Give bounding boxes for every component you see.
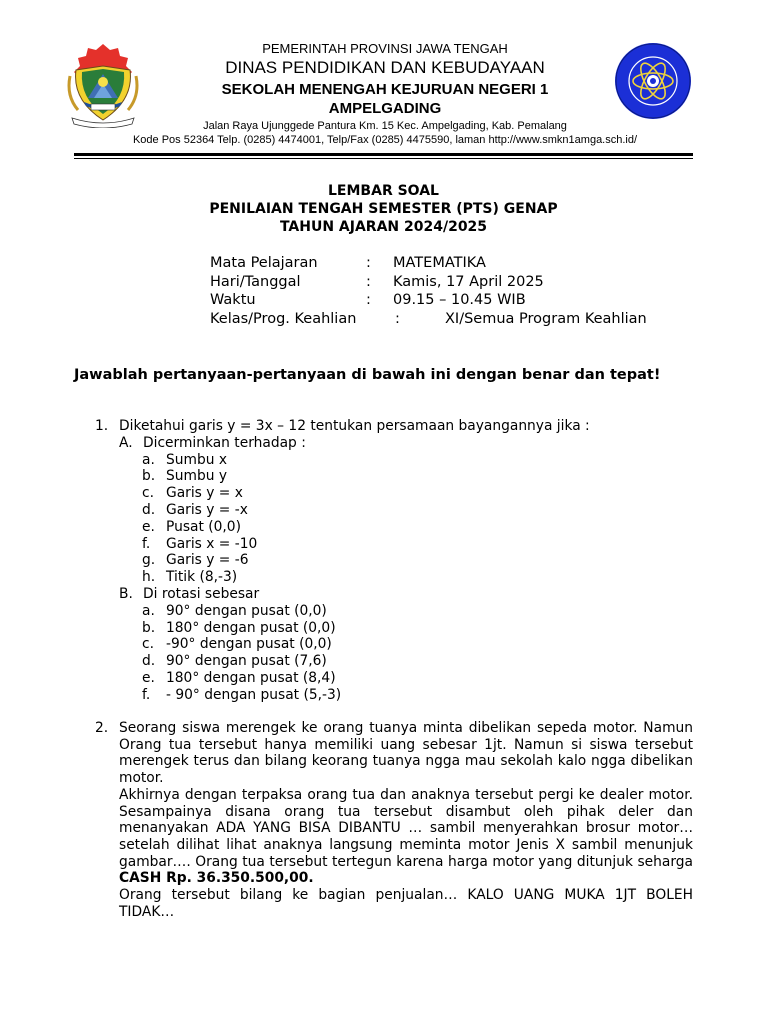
info-label: Waktu — [210, 292, 256, 308]
list-item — [119, 552, 693, 569]
question-2 — [95, 720, 693, 920]
price-text: CASH Rp. 36.350.500,00. — [119, 870, 314, 887]
option-label: f. — [142, 686, 151, 703]
school-name-line1: SEKOLAH MENENGAH KEJURUAN NEGERI 1 — [221, 81, 549, 98]
info-label: Mata Pelajaran — [210, 255, 318, 271]
part-text: Di rotasi sebesar — [143, 585, 260, 602]
paragraph-text: Akhirnya dengan terpaksa orang tua dan anaknya tersebut pergi ke dealer motor. Sesampainya disana orang tua tersebut disambut oleh pihak deler dan menanyakan ADA YANG BISA DIBANTU … sambil menyerahkan brosur motor… setelah dilihat lihat anaknya langsung meminta motor Jenis X sambil menunjuk gambar…. Orang tua tersebut tertegun karena harga motor yang ditunjuk seharga — [119, 786, 693, 870]
question-text: Diketahui garis y = 3x – 12 tentukan persamaan bayangannya jika : — [119, 418, 590, 434]
question-number: 1. — [95, 418, 109, 434]
option-text: 180° dengan pusat (0,0) — [166, 619, 336, 636]
part-text: Dicerminkan terhadap : — [143, 434, 306, 451]
question-number: 2. — [95, 720, 109, 736]
list-item — [119, 536, 693, 553]
info-colon: : — [395, 310, 400, 327]
document-titles — [74, 182, 693, 236]
info-colon: : — [366, 292, 371, 308]
option-text: -90° dengan pusat (0,0) — [166, 636, 332, 653]
option-label: c. — [142, 485, 154, 502]
list-item — [119, 670, 693, 687]
option-label: f. — [142, 535, 151, 552]
info-label: Kelas/Prog. Keahlian — [210, 310, 357, 327]
list-item — [119, 569, 693, 586]
title-exam: PENILAIAN TENGAH SEMESTER (PTS) GENAP — [209, 201, 558, 217]
info-value: Kamis, 17 April 2025 — [393, 273, 544, 290]
option-text: 90° dengan pusat (0,0) — [166, 602, 327, 619]
option-label: b. — [142, 619, 156, 636]
info-row-class — [210, 310, 680, 329]
option-text: Garis x = -10 — [166, 535, 258, 552]
option-text: Sumbu x — [166, 451, 227, 468]
header-school-name — [150, 80, 620, 118]
header-divider-thin — [74, 158, 693, 159]
header-address: Jalan Raya Ujunggede Pantura Km. 15 Kec. Ampelgading, Kab. Pemalang — [203, 120, 567, 132]
list-item — [119, 519, 693, 536]
title-sheet: LEMBAR SOAL — [328, 183, 439, 199]
list-item — [119, 502, 693, 519]
option-text: 180° dengan pusat (8,4) — [166, 669, 336, 686]
header-contact: Kode Pos 52364 Telp. (0285) 4474001, Telp/Fax (0285) 4475590, laman http://www.smkn1amga.sch.id/ — [132, 134, 638, 146]
list-item — [119, 636, 693, 653]
part-label: A. — [119, 434, 133, 451]
info-colon: : — [366, 255, 371, 271]
info-value: MATEMATIKA — [393, 255, 486, 271]
info-row-date — [210, 273, 680, 292]
option-label: g. — [142, 552, 156, 569]
school-name-line2: AMPELGADING — [328, 100, 442, 117]
list-item — [119, 653, 693, 670]
option-label: e. — [142, 669, 155, 686]
option-label: h. — [142, 569, 156, 586]
option-text: - 90° dengan pusat (5,-3) — [166, 686, 342, 703]
title-year: TAHUN AJARAN 2024/2025 — [279, 219, 488, 235]
option-label: c. — [142, 636, 154, 653]
info-row-subject — [210, 254, 680, 273]
option-label: a. — [142, 602, 155, 619]
info-value: XI/Semua Program Keahlian — [445, 310, 647, 327]
header-department: DINAS PENDIDIKAN DAN KEBUDAYAAN — [225, 58, 545, 77]
header-divider-thick — [74, 153, 693, 156]
school-logo — [612, 42, 694, 120]
exam-info — [210, 254, 680, 328]
info-label: Hari/Tanggal — [210, 273, 301, 290]
info-value: 09.15 – 10.45 WIB — [393, 292, 526, 308]
list-item — [119, 452, 693, 469]
list-item — [119, 485, 693, 502]
option-label: e. — [142, 518, 155, 535]
option-text: Titik (8,-3) — [166, 569, 238, 586]
option-text: 90° dengan pusat (7,6) — [166, 653, 327, 670]
question-1 — [95, 418, 693, 704]
option-label: d. — [142, 501, 156, 518]
question-paragraph-2 — [119, 787, 693, 887]
province-emblem-logo — [62, 40, 144, 128]
list-item — [119, 620, 693, 637]
option-label: b. — [142, 468, 156, 485]
list-item — [119, 687, 693, 704]
question-part-a — [119, 435, 693, 452]
header-government: PEMERINTAH PROVINSI JAWA TENGAH — [262, 41, 508, 56]
question-part-b — [119, 586, 693, 603]
option-label: d. — [142, 653, 156, 670]
option-label: a. — [142, 451, 155, 468]
option-text: Garis y = -6 — [166, 552, 249, 569]
info-colon: : — [366, 273, 371, 290]
option-text: Sumbu y — [166, 468, 227, 485]
instruction: Jawablah pertanyaan-pertanyaan di bawah ini dengan benar dan tepat! — [74, 367, 661, 383]
info-row-time — [210, 291, 680, 310]
question-paragraph-3: Orang tersebut bilang ke bagian penjualan… KALO UANG MUKA 1JT BOLEH TIDAK… — [119, 887, 693, 920]
option-text: Pusat (0,0) — [166, 518, 241, 535]
option-text: Garis y = x — [166, 485, 243, 502]
part-label: B. — [119, 585, 133, 602]
list-item — [119, 468, 693, 485]
option-text: Garis y = -x — [166, 501, 248, 518]
list-item — [119, 603, 693, 620]
question-paragraph-1: Seorang siswa merengek ke orang tuanya minta dibelikan sepeda motor. Namun Orang tua tersebut hanya memiliki uang sebesar 1jt. Namun si siswa tersebut merengek terus dan bilang keorang tuanya ngga mau sekolah kalo ngga dibelikan motor. — [119, 720, 693, 787]
